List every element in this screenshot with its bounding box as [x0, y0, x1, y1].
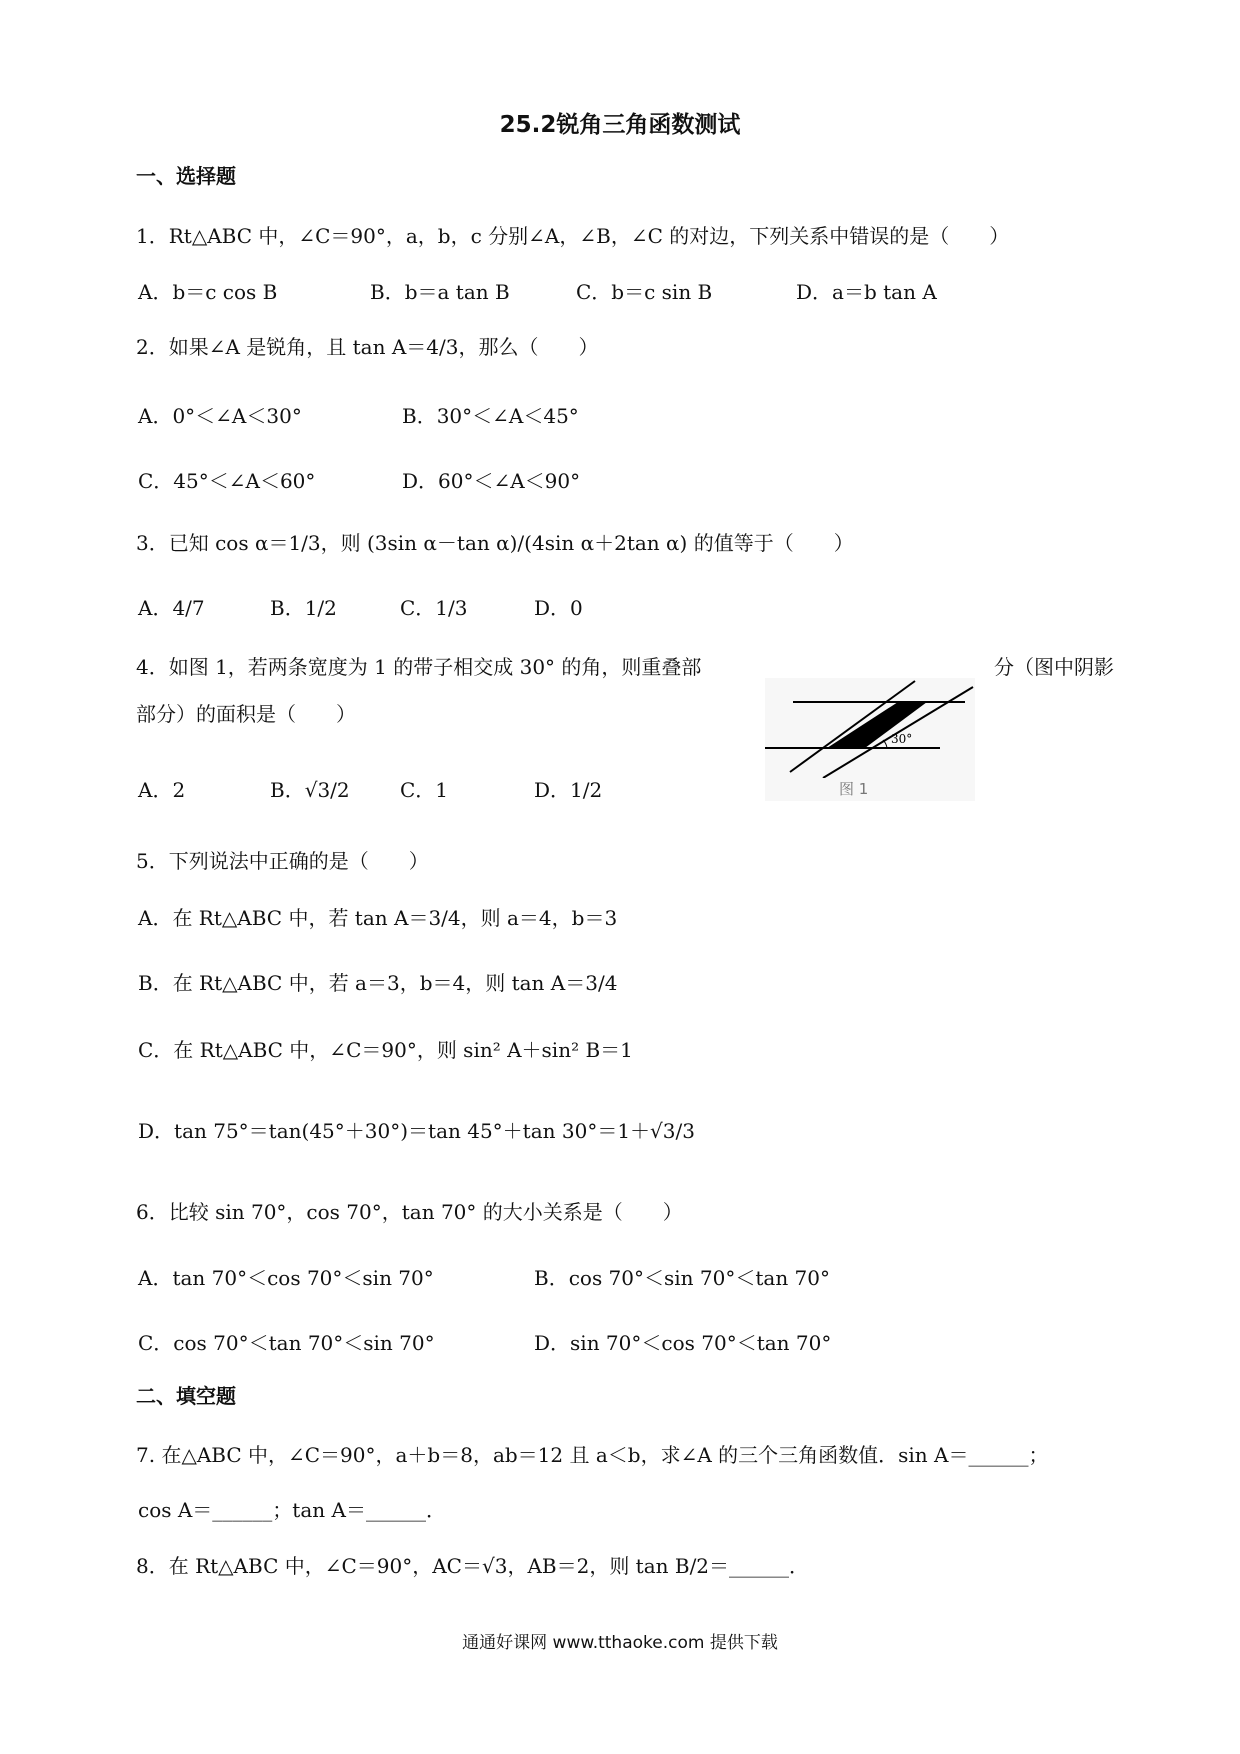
question-7-line1: 7. 在△ABC 中，∠C＝90°，a＋b＝8，ab＝12 且 a＜b，求∠A 的三个三角函数值．sin A＝______；	[136, 1443, 1049, 1467]
question-4-option-c: C．1	[400, 778, 449, 802]
question-8-stem: 8．在 Rt△ABC 中，∠C＝90°，AC＝√3，AB＝2，则 tan B/2＝______．	[136, 1554, 810, 1578]
question-2-option-b: B．30°＜∠A＜45°	[402, 404, 579, 428]
question-5-option-b: B．在 Rt△ABC 中，若 a＝3，b＝4，则 tan A＝3/4	[138, 971, 618, 995]
question-6-option-c: C．cos 70°＜tan 70°＜sin 70°	[138, 1331, 435, 1355]
question-4-option-b: B．√3/2	[270, 778, 350, 802]
question-2-option-a: A．0°＜∠A＜30°	[138, 404, 302, 428]
question-7-line2: cos A＝______；tan A＝______．	[138, 1498, 446, 1522]
question-6-option-b: B．cos 70°＜sin 70°＜tan 70°	[534, 1266, 831, 1290]
figure-1-angle-label: 30°	[891, 732, 913, 746]
question-5-option-d: D．tan 75°＝tan(45°＋30°)＝tan 45°＋tan 30°＝1＋√3/3	[138, 1119, 695, 1143]
question-1-option-b: B．b＝a tan B	[370, 280, 510, 304]
figure-1-drawing	[765, 678, 975, 778]
question-1-option-a: A．b＝c cos B	[138, 280, 278, 304]
question-2-option-d: D．60°＜∠A＜90°	[402, 469, 581, 493]
question-3-stem: 3．已知 cos α＝1/3，则 (3sin α－tan α)/(4sin α＋2tan α) 的值等于（ ）	[136, 531, 854, 555]
question-1-stem: 1．Rt△ABC 中，∠C＝90°，a，b，c 分别∠A，∠B，∠C 的对边，下列关系中错误的是（ ）	[136, 224, 1010, 248]
question-4-option-d: D．1/2	[534, 778, 603, 802]
figure-1-crossing-strips	[765, 678, 975, 801]
question-6-stem: 6．比较 sin 70°，cos 70°，tan 70° 的大小关系是（ ）	[136, 1200, 683, 1224]
question-3-option-d: D．0	[534, 596, 583, 620]
section-heading-multiple-choice: 一、选择题	[136, 164, 236, 188]
question-4-stem-tail: 分（图中阴影	[994, 655, 1114, 679]
question-5-option-a: A．在 Rt△ABC 中，若 tan A＝3/4，则 a＝4，b＝3	[138, 906, 618, 930]
question-2-option-c: C．45°＜∠A＜60°	[138, 469, 316, 493]
question-6-option-d: D．sin 70°＜cos 70°＜tan 70°	[534, 1331, 832, 1355]
question-1-option-c: C．b＝c sin B	[576, 280, 713, 304]
section-heading-fill-in: 二、填空题	[136, 1384, 236, 1408]
question-1-option-d: D．a＝b tan A	[796, 280, 937, 304]
question-5-option-c: C．在 Rt△ABC 中，∠C＝90°，则 sin² A＋sin² B＝1	[138, 1038, 633, 1062]
question-3-option-b: B．1/2	[270, 596, 337, 620]
question-4-stem-line1: 4．如图 1，若两条宽度为 1 的带子相交成 30° 的角，则重叠部	[136, 655, 702, 679]
question-5-stem: 5．下列说法中正确的是（ ）	[136, 849, 429, 873]
page-footer: 通通好课网 www.tthaoke.com 提供下载	[462, 1633, 778, 1653]
question-4-stem-line2: 部分）的面积是（ ）	[136, 702, 356, 726]
question-3-option-c: C．1/3	[400, 596, 468, 620]
question-4-option-a: A．2	[138, 778, 186, 802]
question-2-stem: 2．如果∠A 是锐角，且 tan A＝4/3，那么（ ）	[136, 335, 599, 359]
page-title: 25.2锐角三角函数测试	[499, 112, 741, 138]
figure-1-caption: 图 1	[839, 780, 869, 798]
question-6-option-a: A．tan 70°＜cos 70°＜sin 70°	[138, 1266, 434, 1290]
question-3-option-a: A．4/7	[138, 596, 205, 620]
